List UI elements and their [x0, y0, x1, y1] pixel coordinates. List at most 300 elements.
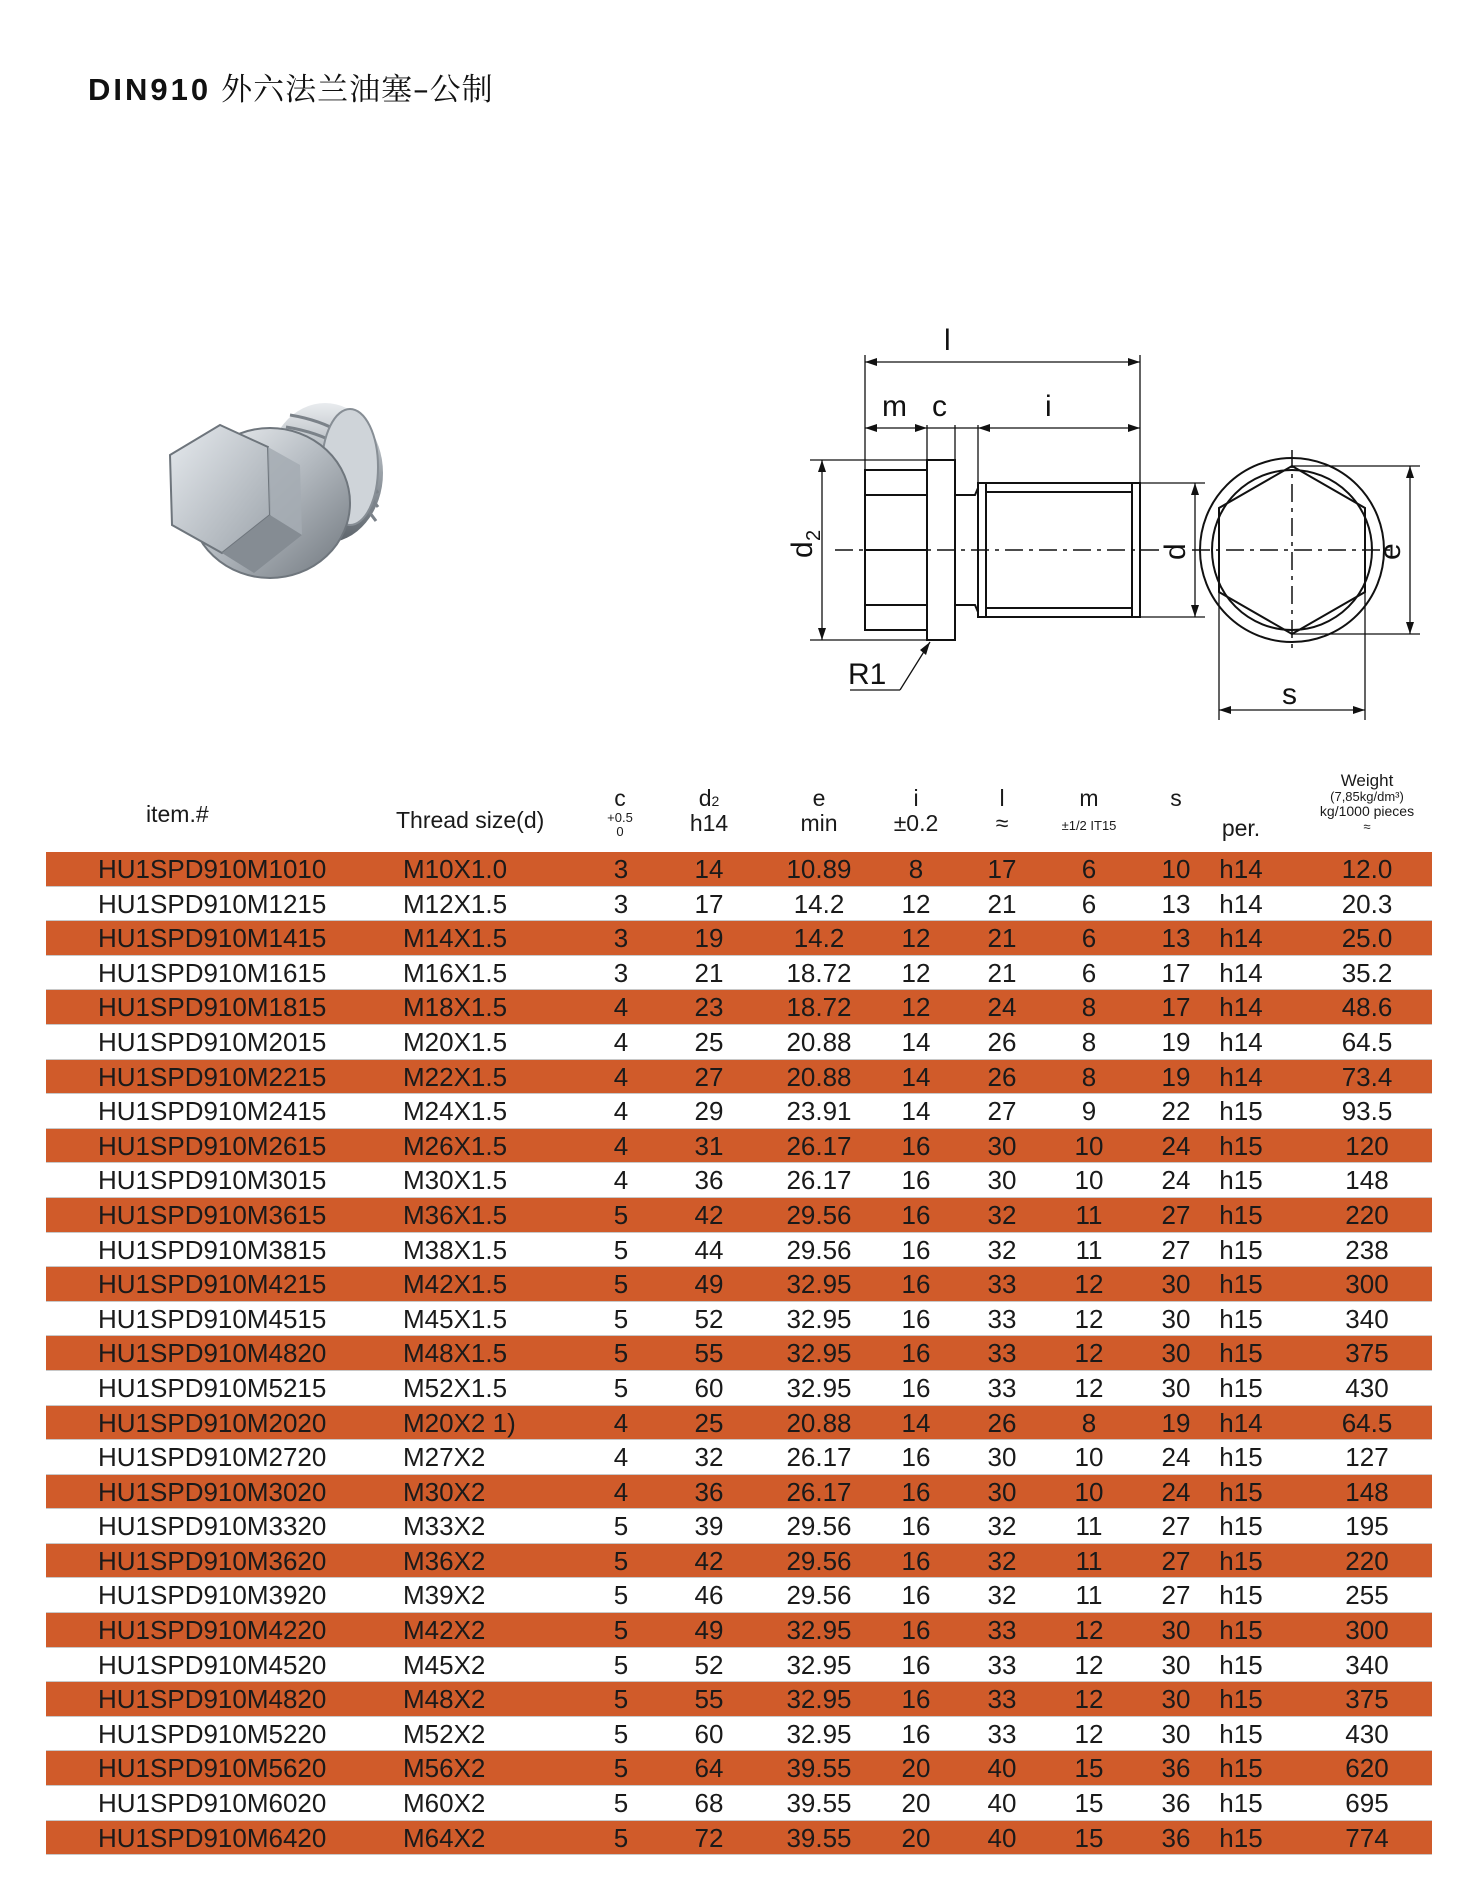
i-value: 16 — [901, 1234, 931, 1265]
l-value: 30 — [987, 1476, 1017, 1507]
page-title — [88, 64, 494, 109]
header-weight: Weight (7,85kg/dm³) kg/1000 pieces ≈ — [1319, 771, 1415, 834]
c-value: 4 — [613, 1476, 629, 1507]
l-value: 40 — [987, 1753, 1017, 1784]
weight-value: 148 — [1345, 1476, 1389, 1507]
e-value: 29.56 — [786, 1580, 852, 1611]
item-number: HU1SPD910M6420 — [98, 1822, 327, 1853]
e-value: 26.17 — [786, 1442, 852, 1473]
item-number: HU1SPD910M1415 — [98, 923, 327, 954]
i-value: 16 — [901, 1718, 931, 1749]
c-value: 5 — [613, 1684, 629, 1715]
item-number: HU1SPD910M2615 — [98, 1130, 327, 1161]
d2-value: 36 — [694, 1476, 724, 1507]
s-value: 17 — [1161, 957, 1191, 988]
table-row — [46, 1440, 1432, 1475]
c-value: 3 — [613, 957, 629, 988]
table-row — [46, 1198, 1432, 1233]
tolerance-class: h14 — [1219, 992, 1263, 1023]
c-value: 3 — [613, 888, 629, 919]
item-number: HU1SPD910M3320 — [98, 1511, 327, 1542]
thread-size: M60X2 — [403, 1788, 486, 1819]
table-row — [46, 1544, 1432, 1579]
table-row — [46, 1302, 1432, 1337]
e-value: 20.88 — [786, 1407, 852, 1438]
item-number: HU1SPD910M2415 — [98, 1096, 327, 1127]
thread-size: M12X1.5 — [403, 888, 508, 919]
e-value: 32.95 — [786, 1718, 852, 1749]
thread-size: M22X1.5 — [403, 1061, 508, 1092]
item-number: HU1SPD910M1815 — [98, 992, 327, 1023]
weight-value: 48.6 — [1341, 992, 1393, 1023]
s-value: 27 — [1161, 1545, 1191, 1576]
m-value: 15 — [1074, 1822, 1104, 1853]
d2-value: 68 — [694, 1788, 724, 1819]
tolerance-class: h15 — [1219, 1718, 1263, 1749]
l-value: 26 — [987, 1407, 1017, 1438]
s-value: 36 — [1161, 1822, 1191, 1853]
table-row — [46, 1336, 1432, 1371]
d2-value: 46 — [694, 1580, 724, 1611]
m-value: 12 — [1074, 1649, 1104, 1680]
l-value: 40 — [987, 1822, 1017, 1853]
i-value: 16 — [901, 1303, 931, 1334]
dim-label-c: c — [932, 390, 947, 423]
e-value: 14.2 — [793, 923, 845, 954]
weight-value: 64.5 — [1341, 1407, 1393, 1438]
thread-size: M33X2 — [403, 1511, 486, 1542]
table-row — [46, 1025, 1432, 1060]
thread-size: M52X1.5 — [403, 1372, 508, 1403]
m-value: 12 — [1074, 1269, 1104, 1300]
technical-drawing — [740, 320, 1440, 740]
c-value: 5 — [613, 1615, 629, 1646]
s-value: 24 — [1161, 1442, 1191, 1473]
table-row — [46, 852, 1432, 887]
item-number: HU1SPD910M2020 — [98, 1407, 327, 1438]
s-value: 24 — [1161, 1130, 1191, 1161]
header-l: l ≈ — [995, 785, 1009, 836]
s-value: 10 — [1161, 854, 1191, 884]
m-value: 11 — [1075, 1199, 1103, 1230]
thread-size: M45X1.5 — [403, 1303, 508, 1334]
d2-value: 23 — [694, 992, 724, 1023]
m-value: 12 — [1074, 1372, 1104, 1403]
tolerance-class: h14 — [1219, 1026, 1263, 1057]
item-number: HU1SPD910M3620 — [98, 1545, 327, 1576]
dim-label-d2: d — [786, 541, 819, 558]
c-value: 4 — [613, 1061, 629, 1092]
weight-value: 73.4 — [1341, 1061, 1393, 1092]
item-number: HU1SPD910M3015 — [98, 1165, 327, 1196]
tolerance-class: h14 — [1219, 1061, 1263, 1092]
tolerance-class: h14 — [1219, 888, 1263, 919]
l-value: 32 — [987, 1199, 1017, 1230]
table-row — [46, 1821, 1432, 1856]
s-value: 27 — [1161, 1511, 1191, 1542]
table-row — [46, 1060, 1432, 1095]
l-value: 33 — [987, 1649, 1017, 1680]
l-value: 26 — [987, 1026, 1017, 1057]
table-row — [46, 1751, 1432, 1786]
header-m: m ±1/2 IT15 — [1061, 785, 1117, 833]
s-value: 30 — [1161, 1303, 1191, 1334]
weight-value: 93.5 — [1341, 1096, 1393, 1127]
d2-value: 42 — [694, 1199, 724, 1230]
table-row — [46, 1233, 1432, 1268]
e-value: 29.56 — [786, 1199, 852, 1230]
m-value: 10 — [1074, 1476, 1104, 1507]
item-number: HU1SPD910M4820 — [98, 1684, 327, 1715]
i-value: 16 — [901, 1130, 931, 1161]
table-row — [46, 1509, 1432, 1544]
table-row — [46, 1371, 1432, 1406]
weight-value: 20.3 — [1341, 888, 1393, 919]
header-c: c +0.5 0 — [607, 785, 633, 839]
l-value: 30 — [987, 1442, 1017, 1473]
m-value: 9 — [1081, 1096, 1097, 1127]
table-row — [46, 1648, 1432, 1683]
weight-value: 127 — [1345, 1442, 1389, 1473]
m-value: 11 — [1075, 1234, 1103, 1265]
m-value: 15 — [1074, 1788, 1104, 1819]
table-row — [46, 1163, 1432, 1198]
item-number: HU1SPD910M4220 — [98, 1615, 327, 1646]
thread-size: M48X1.5 — [403, 1338, 508, 1369]
d2-value: 60 — [694, 1372, 724, 1403]
tolerance-class: h15 — [1219, 1372, 1263, 1403]
item-number: HU1SPD910M5220 — [98, 1718, 327, 1749]
dim-label-m: m — [882, 390, 907, 423]
i-value: 16 — [901, 1372, 931, 1403]
i-value: 14 — [901, 1026, 931, 1057]
m-value: 8 — [1081, 992, 1097, 1023]
c-value: 5 — [613, 1718, 629, 1749]
table-row — [46, 1786, 1432, 1821]
s-value: 24 — [1161, 1165, 1191, 1196]
table-row — [46, 990, 1432, 1025]
header-d2: d2 h14 — [689, 785, 729, 836]
item-number: HU1SPD910M3920 — [98, 1580, 327, 1611]
dim-label-d2-sub: 2 — [803, 529, 825, 541]
l-value: 33 — [987, 1718, 1017, 1749]
thread-size: M48X2 — [403, 1684, 486, 1715]
tolerance-class: h15 — [1219, 1442, 1263, 1473]
tolerance-class: h15 — [1219, 1096, 1263, 1127]
c-value: 4 — [613, 1407, 629, 1438]
tolerance-class: h15 — [1219, 1165, 1263, 1196]
i-value: 8 — [908, 854, 924, 884]
product-name: 外六法兰油塞–公制 — [221, 72, 494, 108]
thread-size: M39X2 — [403, 1580, 486, 1611]
weight-value: 375 — [1345, 1338, 1389, 1369]
d2-value: 42 — [694, 1545, 724, 1576]
e-value: 10.89 — [786, 854, 852, 884]
tolerance-class: h14 — [1219, 1407, 1263, 1438]
e-value: 20.88 — [786, 1061, 852, 1092]
e-value: 18.72 — [786, 957, 852, 988]
s-value: 30 — [1161, 1684, 1191, 1715]
c-value: 5 — [613, 1649, 629, 1680]
weight-value: 64.5 — [1341, 1026, 1393, 1057]
weight-value: 340 — [1345, 1303, 1389, 1334]
e-value: 29.56 — [786, 1234, 852, 1265]
weight-value: 620 — [1345, 1753, 1389, 1784]
thread-size: M20X2 1) — [403, 1407, 516, 1438]
weight-value: 430 — [1345, 1372, 1389, 1403]
header-s: s — [1170, 785, 1182, 811]
dim-label-e: e — [1374, 543, 1407, 560]
d2-value: 21 — [694, 957, 724, 988]
i-value: 16 — [901, 1476, 931, 1507]
d2-value: 36 — [694, 1165, 724, 1196]
dim-label-s: s — [1282, 678, 1297, 711]
weight-value: 12.0 — [1341, 854, 1393, 884]
weight-value: 35.2 — [1341, 957, 1393, 988]
d2-value: 29 — [694, 1096, 724, 1127]
c-value: 5 — [613, 1511, 629, 1542]
table-row — [46, 1129, 1432, 1164]
m-value: 10 — [1074, 1130, 1104, 1161]
c-value: 4 — [613, 1026, 629, 1057]
i-value: 12 — [901, 888, 931, 919]
c-value: 5 — [613, 1545, 629, 1576]
i-value: 14 — [901, 1061, 931, 1092]
item-number: HU1SPD910M2015 — [98, 1026, 327, 1057]
spec-table — [46, 852, 1432, 1855]
e-value: 26.17 — [786, 1476, 852, 1507]
header-e: e min — [800, 785, 838, 836]
d2-value: 25 — [694, 1407, 724, 1438]
item-number: HU1SPD910M1615 — [98, 957, 327, 988]
c-value: 5 — [613, 1788, 629, 1819]
weight-value: 774 — [1345, 1822, 1389, 1853]
l-value: 33 — [987, 1684, 1017, 1715]
table-header — [46, 772, 1432, 852]
item-number: HU1SPD910M5620 — [98, 1753, 327, 1784]
c-value: 3 — [613, 923, 629, 954]
table-row — [46, 1578, 1432, 1613]
c-value: 5 — [613, 1303, 629, 1334]
d2-value: 52 — [694, 1649, 724, 1680]
s-value: 27 — [1161, 1580, 1191, 1611]
i-value: 16 — [901, 1545, 931, 1576]
c-value: 5 — [613, 1234, 629, 1265]
s-value: 36 — [1161, 1788, 1191, 1819]
weight-value: 148 — [1345, 1165, 1389, 1196]
item-number: HU1SPD910M4520 — [98, 1649, 327, 1680]
d2-value: 55 — [694, 1684, 724, 1715]
table-row — [46, 921, 1432, 956]
table-row — [46, 1475, 1432, 1510]
item-number: HU1SPD910M3615 — [98, 1199, 327, 1230]
s-value: 17 — [1161, 992, 1191, 1023]
l-value: 21 — [987, 923, 1017, 954]
weight-value: 238 — [1345, 1234, 1389, 1265]
thread-size: M52X2 — [403, 1718, 486, 1749]
c-value: 4 — [613, 1096, 629, 1127]
m-value: 6 — [1081, 854, 1097, 884]
e-value: 32.95 — [786, 1269, 852, 1300]
d2-value: 52 — [694, 1303, 724, 1334]
i-value: 12 — [901, 992, 931, 1023]
m-value: 11 — [1075, 1511, 1103, 1542]
i-value: 16 — [901, 1165, 931, 1196]
tolerance-class: h15 — [1219, 1753, 1263, 1784]
l-value: 33 — [987, 1303, 1017, 1334]
thread-size: M36X2 — [403, 1545, 486, 1576]
item-number: HU1SPD910M2215 — [98, 1061, 327, 1092]
tolerance-class: h15 — [1219, 1303, 1263, 1334]
tolerance-class: h14 — [1219, 957, 1263, 988]
item-number: HU1SPD910M1010 — [98, 854, 327, 884]
weight-value: 300 — [1345, 1269, 1389, 1300]
s-value: 30 — [1161, 1269, 1191, 1300]
l-value: 40 — [987, 1788, 1017, 1819]
i-value: 20 — [901, 1788, 931, 1819]
m-value: 6 — [1081, 923, 1097, 954]
item-number: HU1SPD910M4820 — [98, 1338, 327, 1369]
i-value: 16 — [901, 1199, 931, 1230]
l-value: 30 — [987, 1130, 1017, 1161]
i-value: 16 — [901, 1580, 931, 1611]
weight-value: 375 — [1345, 1684, 1389, 1715]
c-value: 5 — [613, 1753, 629, 1784]
l-value: 32 — [987, 1580, 1017, 1611]
thread-size: M10X1.0 — [403, 854, 508, 884]
d2-value: 60 — [694, 1718, 724, 1749]
d2-value: 39 — [694, 1511, 724, 1542]
i-value: 12 — [901, 923, 931, 954]
i-value: 16 — [901, 1649, 931, 1680]
item-number: HU1SPD910M2720 — [98, 1442, 327, 1473]
c-value: 5 — [613, 1580, 629, 1611]
l-value: 17 — [987, 854, 1017, 884]
m-value: 12 — [1074, 1718, 1104, 1749]
m-value: 10 — [1074, 1442, 1104, 1473]
item-number: HU1SPD910M4515 — [98, 1303, 327, 1334]
m-value: 6 — [1081, 888, 1097, 919]
e-value: 39.55 — [786, 1753, 852, 1784]
d2-value: 27 — [694, 1061, 724, 1092]
e-value: 32.95 — [786, 1338, 852, 1369]
tolerance-class: h15 — [1219, 1130, 1263, 1161]
thread-size: M56X2 — [403, 1753, 486, 1784]
item-number: HU1SPD910M3815 — [98, 1234, 327, 1265]
weight-value: 300 — [1345, 1615, 1389, 1646]
d2-value: 49 — [694, 1615, 724, 1646]
e-value: 14.2 — [793, 888, 845, 919]
m-value: 8 — [1081, 1026, 1097, 1057]
tolerance-class: h15 — [1219, 1269, 1263, 1300]
tolerance-class: h15 — [1219, 1822, 1263, 1853]
i-value: 20 — [901, 1753, 931, 1784]
tolerance-class: h15 — [1219, 1580, 1263, 1611]
c-value: 4 — [613, 1165, 629, 1196]
weight-value: 695 — [1345, 1788, 1389, 1819]
e-value: 32.95 — [786, 1649, 852, 1680]
l-value: 32 — [987, 1511, 1017, 1542]
s-value: 19 — [1161, 1026, 1191, 1057]
table-row — [46, 1682, 1432, 1717]
item-number: HU1SPD910M6020 — [98, 1788, 327, 1819]
weight-value: 220 — [1345, 1545, 1389, 1576]
i-value: 14 — [901, 1096, 931, 1127]
dim-label-d: d — [1159, 543, 1192, 560]
d2-value: 55 — [694, 1338, 724, 1369]
weight-value: 120 — [1345, 1130, 1389, 1161]
tolerance-class: h14 — [1219, 854, 1263, 884]
header-item: item.# — [146, 801, 209, 827]
table-row — [46, 1267, 1432, 1302]
item-number: HU1SPD910M3020 — [98, 1476, 327, 1507]
e-value: 32.95 — [786, 1372, 852, 1403]
m-value: 12 — [1074, 1303, 1104, 1334]
header-thread: Thread size(d) — [396, 807, 545, 833]
thread-size: M30X1.5 — [403, 1165, 508, 1196]
thread-size: M42X2 — [403, 1615, 486, 1646]
table-row — [46, 956, 1432, 991]
m-value: 12 — [1074, 1338, 1104, 1369]
d2-value: 19 — [694, 923, 724, 954]
d2-value: 64 — [694, 1753, 724, 1784]
i-value: 16 — [901, 1615, 931, 1646]
d2-value: 44 — [694, 1234, 724, 1265]
table-row — [46, 1717, 1432, 1752]
thread-size: M16X1.5 — [403, 957, 508, 988]
m-value: 12 — [1074, 1615, 1104, 1646]
e-value: 26.17 — [786, 1130, 852, 1161]
e-value: 39.55 — [786, 1822, 852, 1853]
tolerance-class: h15 — [1219, 1234, 1263, 1265]
s-value: 27 — [1161, 1234, 1191, 1265]
m-value: 12 — [1074, 1684, 1104, 1715]
thread-size: M20X1.5 — [403, 1026, 508, 1057]
s-value: 30 — [1161, 1372, 1191, 1403]
e-value: 29.56 — [786, 1511, 852, 1542]
l-value: 21 — [987, 888, 1017, 919]
m-value: 6 — [1081, 957, 1097, 988]
e-value: 39.55 — [786, 1788, 852, 1819]
tolerance-class: h15 — [1219, 1338, 1263, 1369]
tolerance-class: h15 — [1219, 1476, 1263, 1507]
m-value: 10 — [1074, 1165, 1104, 1196]
thread-size: M30X2 — [403, 1476, 486, 1507]
m-value: 8 — [1081, 1407, 1097, 1438]
l-value: 33 — [987, 1372, 1017, 1403]
s-value: 30 — [1161, 1649, 1191, 1680]
s-value: 19 — [1161, 1061, 1191, 1092]
s-value: 30 — [1161, 1338, 1191, 1369]
i-value: 16 — [901, 1442, 931, 1473]
s-value: 30 — [1161, 1615, 1191, 1646]
thread-size: M18X1.5 — [403, 992, 508, 1023]
c-value: 5 — [613, 1822, 629, 1853]
tolerance-class: h15 — [1219, 1684, 1263, 1715]
thread-size: M24X1.5 — [403, 1096, 508, 1127]
table-row — [46, 1613, 1432, 1648]
weight-value: 195 — [1345, 1511, 1389, 1542]
m-value: 11 — [1075, 1545, 1103, 1576]
thread-size: M27X2 — [403, 1442, 486, 1473]
tolerance-class: h15 — [1219, 1545, 1263, 1576]
s-value: 19 — [1161, 1407, 1191, 1438]
s-value: 13 — [1161, 888, 1191, 919]
c-value: 3 — [613, 854, 629, 884]
l-value: 32 — [987, 1234, 1017, 1265]
item-number: HU1SPD910M1215 — [98, 888, 327, 919]
i-value: 20 — [901, 1822, 931, 1853]
